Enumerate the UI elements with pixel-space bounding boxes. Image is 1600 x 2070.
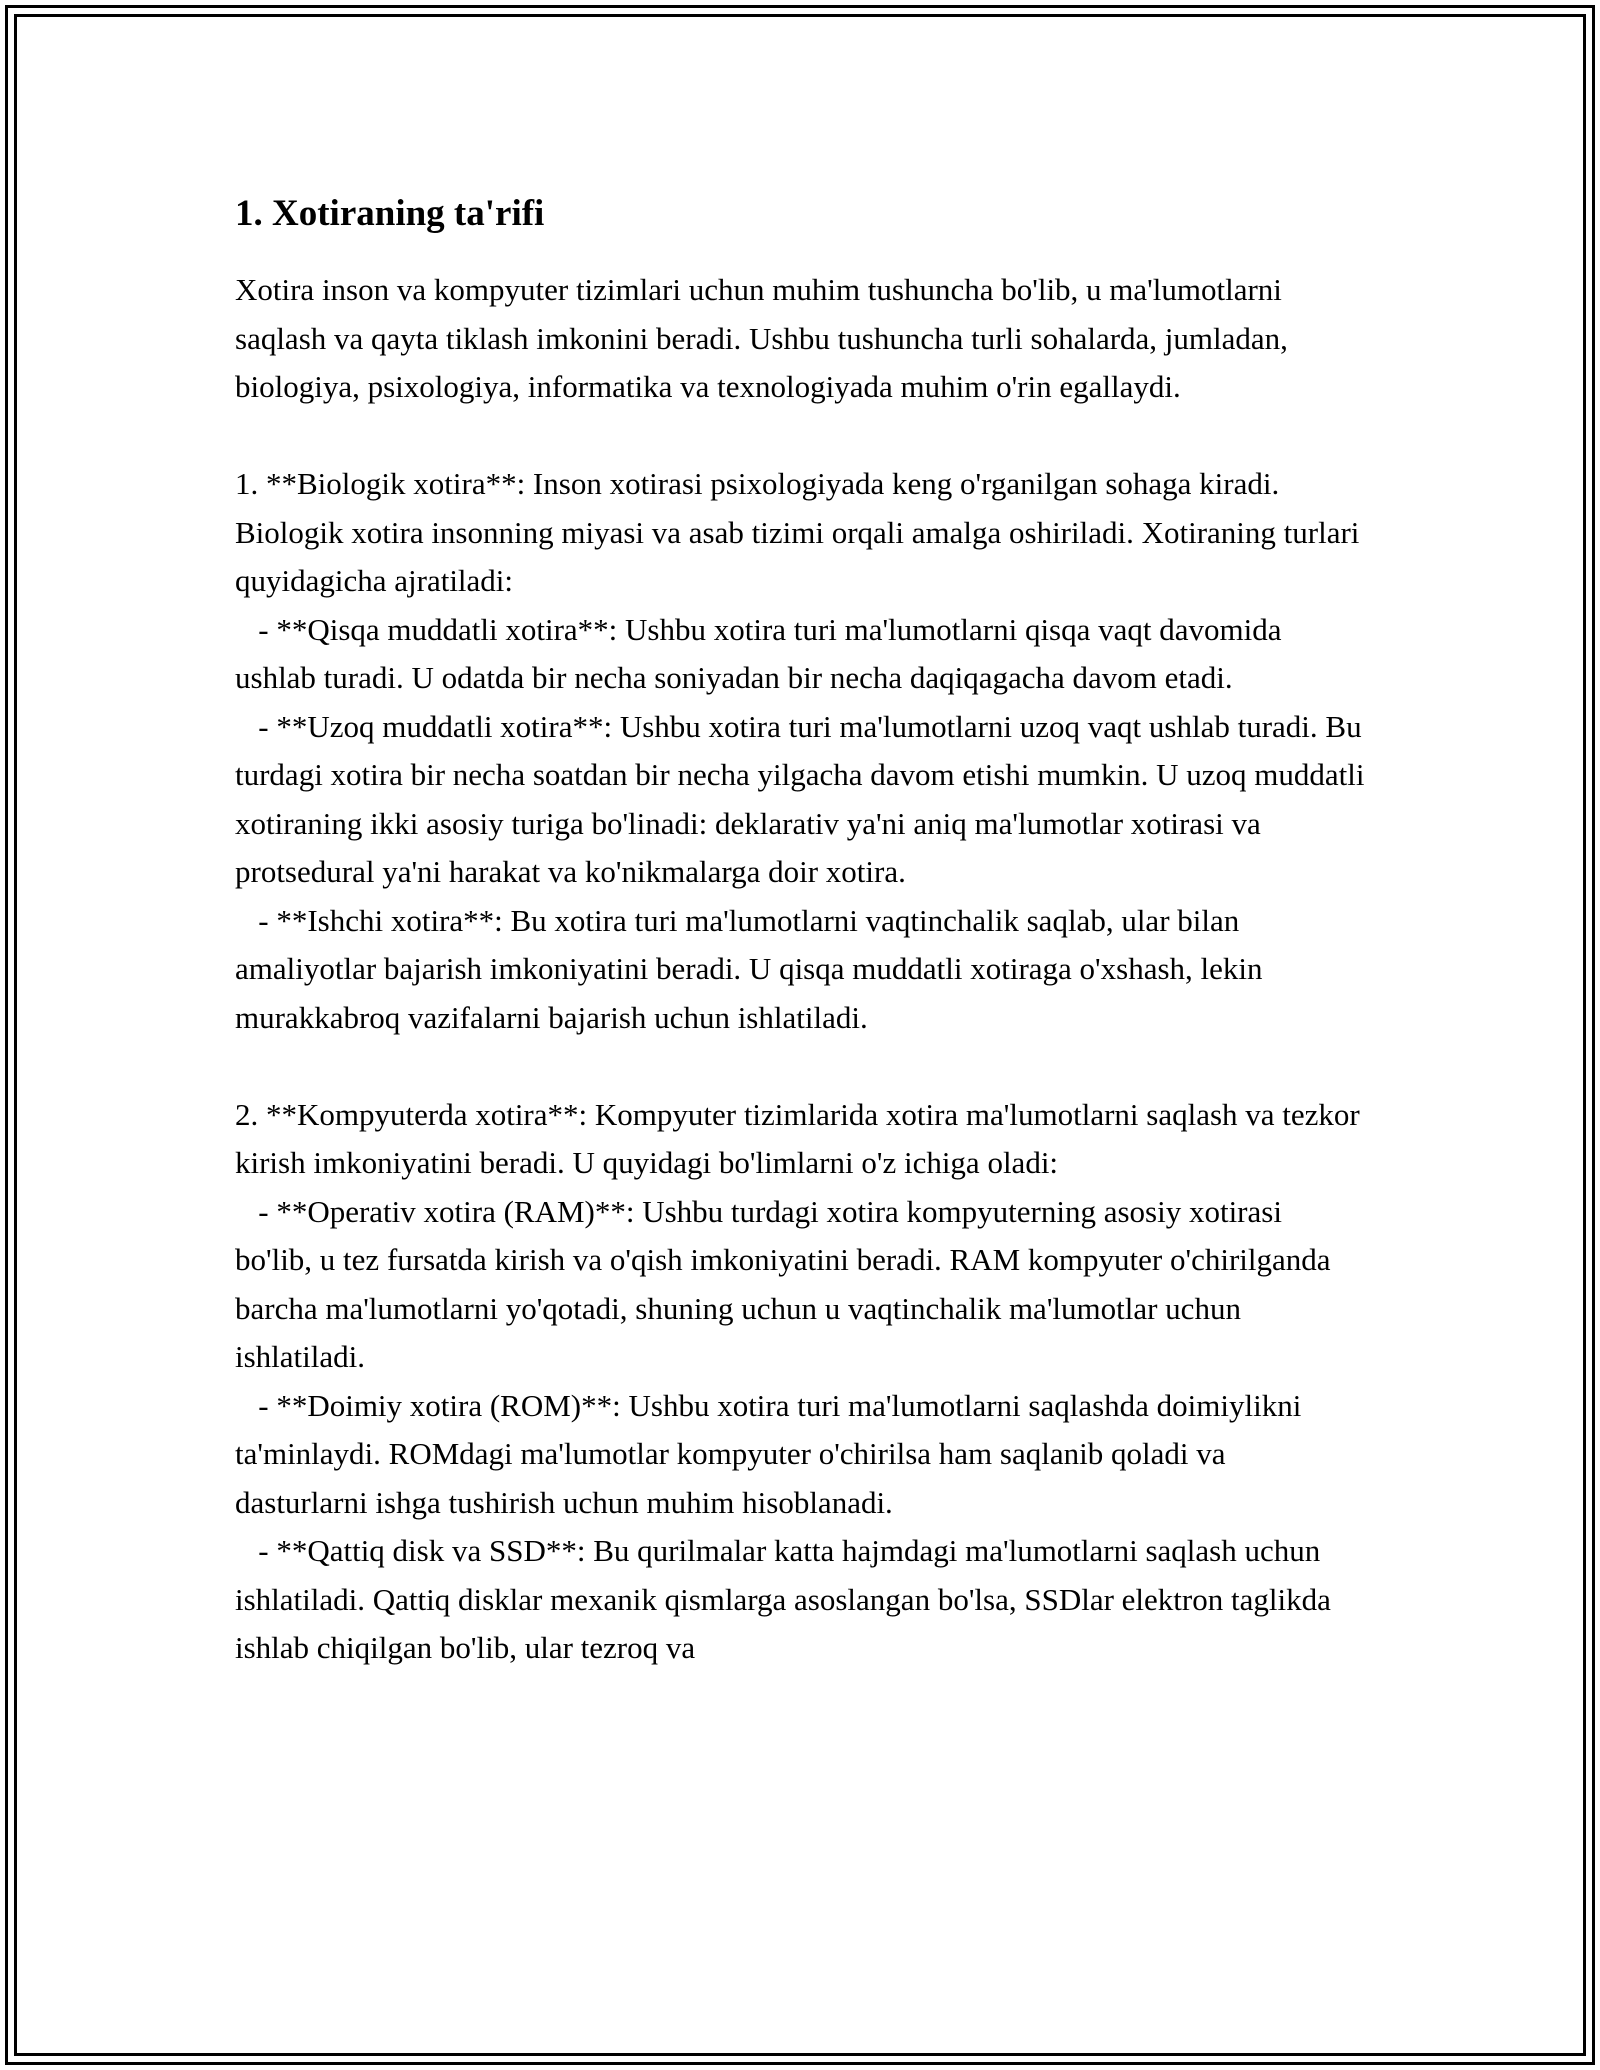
section-kompyuter-lead: 2. **Kompyuterda xotira**: Kompyuter tizimlarida xotira ma'lumotlarni saqlash va tezkor kirish imkoniyatini beradi. U quyidagi bo'limlarni o'z ichiga oladi: [235,1096,1360,1180]
list-item-ishchi: - **Ishchi xotira**: Bu xotira turi ma'lumotlarni vaqtinchalik saqlab, ular bilan amaliyotlar bajarish imkoniyatini beradi. U qisqa muddatli xotiraga o'xshash, lekin murakkabroq vazifalarni bajarish uchun ishlatiladi. [235,902,1271,1035]
document-body [235,188,1373,1673]
list-item-qisqa-muddatli: - **Qisqa muddatli xotira**: Ushbu xotira turi ma'lumotlarni qisqa vaqt davomida ushlab turadi. U odatda bir necha soniyadan bir necha daqiqagacha davom etadi. [235,611,1290,695]
list-item-ram: - **Operativ xotira (RAM)**: Ushbu turdagi xotira kompyuterning asosiy xotirasi bo'lib, u tez fursatda kirish va o'qish imkoniyatini beradi. RAM kompyuter o'chirilganda barcha ma'lumotlarni yo'qotadi, shuning uchun u vaqtinchalik ma'lumotlar uchun ishlatiladi. [235,1193,1339,1374]
intro-paragraph: Xotira inson va kompyuter tizimlari uchun muhim tushuncha bo'lib, u ma'lumotlarni saqlash va qayta tiklash imkonini beradi. Ushbu tushuncha turli sohalarda, jumladan, biologiya, psixologiya, informatika va texnologiyada muhim o'rin egallaydi. [235,272,1288,404]
list-item-rom: - **Doimiy xotira (ROM)**: Ushbu xotira turi ma'lumotlarni saqlashda doimiylikni ta'minlaydi. ROMdagi ma'lumotlar kompyuter o'chirilsa ham saqlanib qoladi va dasturlarni ishga tushirish uchun muhim hisoblanadi. [235,1387,1310,1520]
list-item-uzoq-muddatli: - **Uzoq muddatli xotira**: Ushbu xotira turi ma'lumotlarni uzoq vaqt ushlab turadi. Bu turdagi xotira bir necha soatdan bir necha yilgacha davom etishi mumkin. U uzoq muddatli xotiraning ikki asosiy turiga bo'linadi: deklarativ ya'ni aniq ma'lumotlar xotirasi va protsedural ya'ni harakat va ko'nikmalarga doir xotira. [235,708,1373,889]
list-item-ssd: - **Qattiq disk va SSD**: Bu qurilmalar katta hajmdagi ma'lumotlarni saqlash uchun ishlatiladi. Qattiq disklar mexanik qismlarga asoslangan bo'lsa, SSDlar elektron taglikda ishlab chiqilgan bo'lib, ular tezroq va [235,1533,1339,1665]
page-title: 1. Xotiraning ta'rifi [235,193,545,234]
paragraph-spacer [235,1042,1365,1091]
section-biologik-lead: 1. **Biologik xotira**: Inson xotirasi psixologiyada keng o'rganilgan sohaga kiradi. Biologik xotira insonning miyasi va asab tizimi orqali amalga oshiriladi. Xotiraning turlari quyidagicha ajratiladi: [235,466,1360,598]
paragraph-spacer [235,412,1365,461]
